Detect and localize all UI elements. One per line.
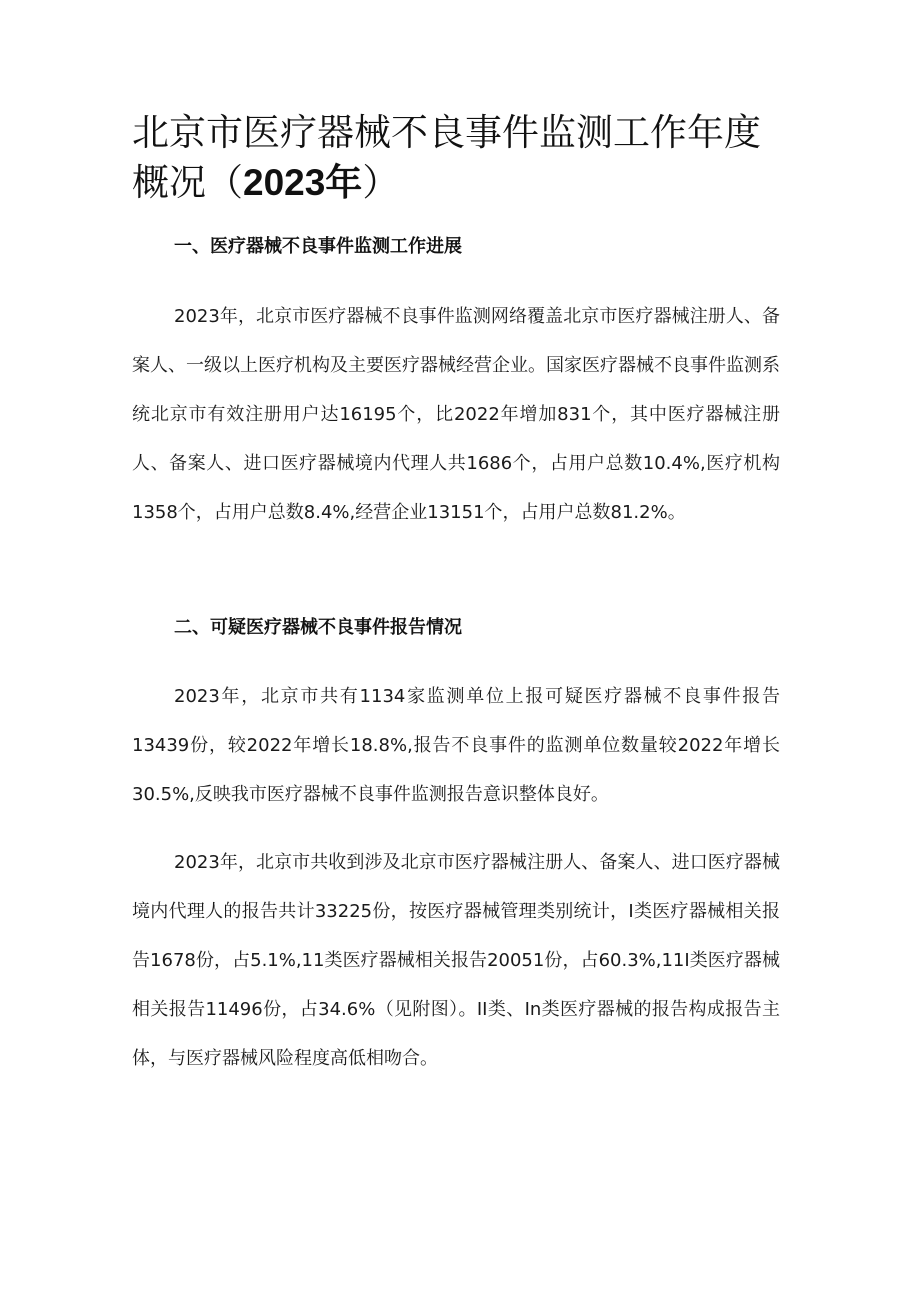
title-year: 2023年 (243, 162, 363, 203)
title-line-1: 北京市医疗器械不良事件监测工作年度 (132, 111, 761, 154)
title-line-2-prefix: 概况（ (132, 161, 243, 204)
section-1-paragraph: 2023年，北京市医疗器械不良事件监测网络覆盖北京市医疗器械注册人、备案人、一级以上医疗机构及主要医疗器械经营企业。国家医疗器械不良事件监测系统北京市有效注册用户达16195个，比2022年增加831个，其中医疗器械注册人、备案人、进口医疗器械境内代理人共1686个，占用户总数10.4%,医疗机构1358个，占用户总数8.4%,经营企业13151个，占用户总数81.2%。 (132, 306, 780, 523)
section-2-paragraph-1: 2023年，北京市共有1134家监测单位上报可疑医疗器械不良事件报告13439份，较2022年增长18.8%,报告不良事件的监测单位数量较2022年增长30.5%,反映我市医疗器械不良事件监测报告意识整体良好。 (132, 686, 780, 805)
section-1-heading: 一、医疗器械不良事件监测工作进展 (174, 236, 462, 257)
section-2-paragraph-2: 2023年，北京市共收到涉及北京市医疗器械注册人、备案人、进口医疗器械境内代理人的报告共计33225份，按医疗器械管理类别统计，I类医疗器械相关报告1678份，占5.1%,11类医疗器械相关报告20051份，占60.3%,11I类医疗器械相关报告11496份，占34.6%（见附图）。II类、In类医疗器械的报告构成报告主体，与医疗器械风险程度高低相吻合。 (132, 852, 780, 1069)
title-line-2-suffix: ） (362, 161, 400, 204)
section-2-heading: 二、可疑医疗器械不良事件报告情况 (174, 617, 462, 638)
page-title (132, 108, 812, 208)
